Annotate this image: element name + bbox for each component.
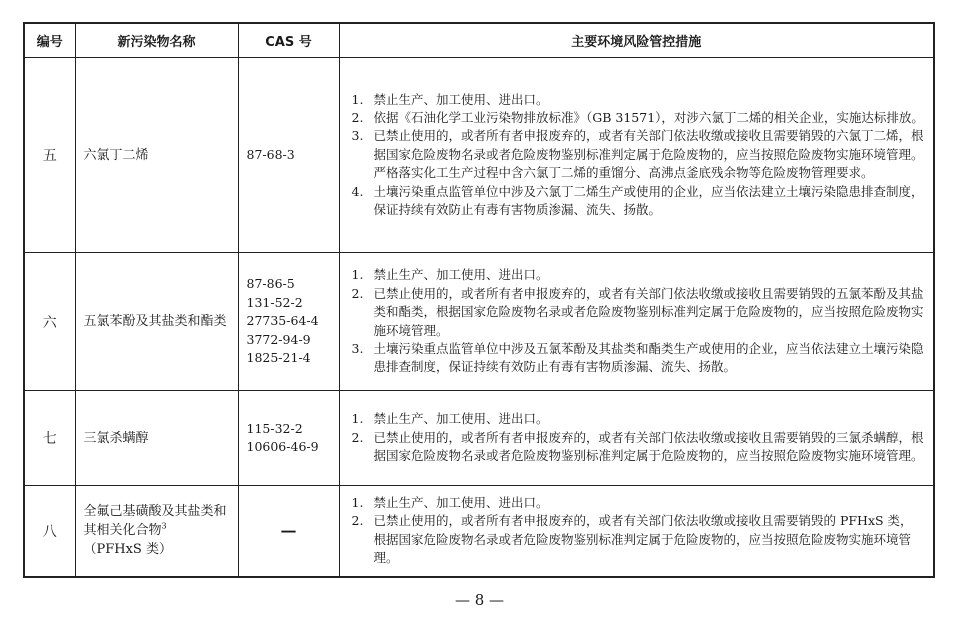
cas-empty: — (238, 486, 339, 577)
measure-number: 3. (351, 128, 364, 144)
measures-cell (339, 58, 934, 253)
measure-number: 1. (351, 495, 364, 510)
measure-text: 土壤污染重点监管单位中涉及六氯丁二烯生产或使用的企业，应当依法建立土壤污染隐患排查制度，保证持续有效防止有毒有害物质渗漏、流失、扬散。 (373, 183, 924, 218)
table-row (24, 391, 934, 486)
measure-item (352, 109, 926, 127)
pollutant-abbreviation: （PFHxS 类） (83, 542, 172, 558)
measure-item (352, 285, 926, 340)
measures-list (352, 494, 926, 568)
measure-number: 2. (351, 285, 364, 301)
measure-number: 1. (351, 91, 364, 107)
measure-item (352, 494, 926, 512)
page-number: — 8 — (454, 591, 505, 609)
measure-item (352, 183, 926, 220)
cas-number: 3772-94-9 (246, 331, 311, 347)
row-number: 六 (24, 253, 75, 391)
measure-number: 2. (351, 513, 364, 529)
measure-text: 已禁止使用的，或者所有者申报废弃的，或者有关部门依法收缴或接收且需要销毁的三氯杀螨醇，根据国家危险废物名录或者危险废物鉴别标准判定属于危险废物的，应当按照危险废物实施环境管理。 (373, 429, 924, 464)
pollutant-name: 三氯杀螨醇 (75, 391, 238, 486)
pollutant-name: 六氯丁二烯 (75, 58, 238, 253)
row-number: 五 (24, 58, 75, 253)
cas-numbers (238, 58, 339, 253)
measure-text: 已禁止使用的，或者所有者申报废弃的，或者有关部门依法收缴或接收且需要销毁的五氯苯酚及其盐类和酯类，根据国家危险废物名录或者危险废物鉴别标准判定属于危险废物的，应当按照危险废物实施环境管理。 (373, 285, 924, 338)
measure-text: 已禁止使用的，或者所有者申报废弃的，或者有关部门依法收缴或接收且需要销毁的 PFHxS 类，根据国家危险废物名录或者危险废物鉴别标准判定属于危险废物的，应当按照危险废物实施环境管理。 (373, 513, 913, 566)
table-row (24, 486, 934, 577)
measure-number: 4. (351, 183, 364, 199)
pollutant-name-cell (75, 486, 238, 577)
header-cas: CAS 号 (238, 23, 339, 58)
measures-list (352, 266, 926, 376)
measure-item (352, 429, 926, 466)
header-no: 编号 (24, 23, 75, 58)
measures-cell (339, 253, 934, 391)
cas-number: 1825-21-4 (246, 350, 311, 366)
cas-numbers (238, 253, 339, 391)
measure-text: 禁止生产、加工使用、进出口。 (373, 91, 549, 107)
measure-item (352, 91, 926, 109)
header-row (24, 23, 934, 58)
footnote-marker: 3 (161, 521, 167, 531)
measure-number: 2. (351, 429, 364, 445)
measure-item (352, 512, 926, 567)
table-row (24, 58, 934, 253)
pollutant-name: 五氯苯酚及其盐类和酯类 (75, 253, 238, 391)
measure-text: 已禁止使用的，或者所有者申报废弃的，或者有关部门依法收缴或接收且需要销毁的六氯丁二烯，根据国家危险废物名录或者危险废物鉴别标准判定属于危险废物的，应当按照危险废物实施环境管理。严格落实化工生产过程中含六氯丁二烯的重馏分、高沸点釜底残余物等危险废物管理要求。 (373, 128, 924, 181)
measure-item (352, 340, 926, 377)
pollutant-table (23, 22, 935, 578)
measures-list (352, 410, 926, 465)
cas-number: 131-52-2 (246, 294, 303, 310)
measure-text: 禁止生产、加工使用、进出口。 (373, 495, 549, 510)
measures-cell (339, 391, 934, 486)
pollutant-name: 全氟己基磺酸及其盐类和其相关化合物 (83, 504, 227, 539)
cas-numbers (238, 391, 339, 486)
cas-number: 115-32-2 (246, 420, 303, 436)
table-row (24, 253, 934, 391)
measure-number: 1. (351, 411, 364, 427)
measure-item (352, 410, 926, 428)
header-measures: 主要环境风险管控措施 (339, 23, 934, 58)
measures-list (352, 91, 926, 220)
measure-item (352, 127, 926, 182)
measure-text: 禁止生产、加工使用、进出口。 (373, 411, 549, 427)
measure-text: 土壤污染重点监管单位中涉及五氯苯酚及其盐类和酯类生产或使用的企业，应当依法建立土壤污染隐患排查制度，保证持续有效防止有毒有害物质渗漏、流失、扬散。 (373, 340, 924, 375)
cas-number: 10606-46-9 (246, 439, 319, 454)
cas-number: 87-86-5 (246, 276, 295, 292)
header-name: 新污染物名称 (75, 23, 238, 58)
measure-text: 禁止生产、加工使用、进出口。 (373, 267, 549, 283)
row-number: 七 (24, 391, 75, 486)
cas-number: 87-68-3 (246, 146, 295, 162)
measure-number: 1. (351, 267, 364, 283)
measure-number: 3. (351, 340, 364, 356)
measure-item (352, 266, 926, 284)
row-number: 八 (24, 486, 75, 577)
measure-text: 依据《石油化学工业污染物排放标准》（GB 31571），对涉六氯丁二烯的相关企业，实施达标排放。 (373, 109, 924, 125)
cas-number: 27735-64-4 (246, 313, 319, 329)
measure-number: 2. (351, 109, 364, 125)
measures-cell (339, 486, 934, 577)
